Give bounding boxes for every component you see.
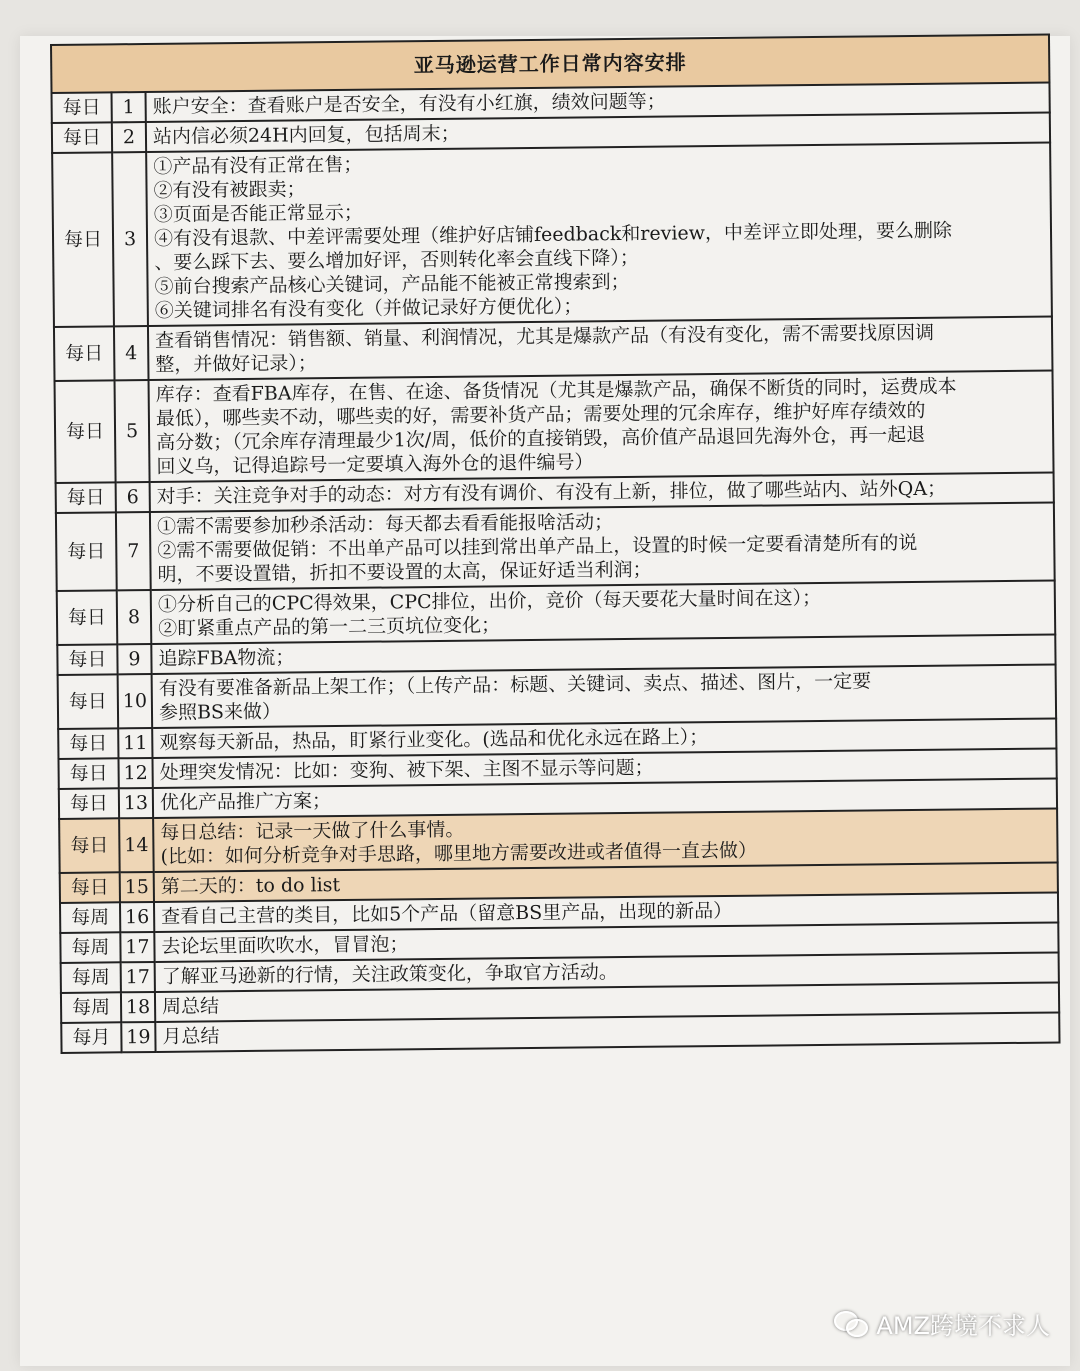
task-content-cell <box>150 503 1055 590</box>
frequency-cell: 每日 <box>59 818 120 873</box>
table-row <box>56 503 1055 591</box>
frequency-cell: 每日 <box>58 758 118 789</box>
task-line: 处理突发情况：比如：变狗、被下架、主图不显示等问题； <box>159 756 654 784</box>
wechat-icon <box>834 1311 868 1337</box>
task-content-cell <box>153 808 1058 871</box>
table-row <box>52 143 1052 327</box>
item-number-cell: 16 <box>120 902 154 932</box>
frequency-cell: 每日 <box>56 512 117 591</box>
task-line: 观察每天新品，热品，盯紧行业变化。(选品和优化永远在路上）； <box>159 726 709 754</box>
item-number-cell: 15 <box>120 872 154 902</box>
frequency-cell: 每周 <box>60 902 120 933</box>
item-number-cell: 17 <box>121 962 155 992</box>
item-number-cell: 4 <box>114 326 149 380</box>
item-number-cell: 8 <box>117 590 152 644</box>
item-number-cell: 2 <box>112 122 146 152</box>
frequency-cell: 每日 <box>58 728 118 759</box>
task-line: 对手：关注竞争对手的动态：对方有没有调价、有没有上新，排位，做了哪些站内、站外QA； <box>156 477 947 508</box>
item-number-cell: 12 <box>118 758 152 788</box>
task-line: 、要么踩下去、要么增加好评，否则转化率会直线下降）； <box>154 246 639 274</box>
task-line: ⑤前台搜索产品核心关键词，产品能不能被正常搜索到； <box>154 270 630 298</box>
task-line: 高分数；（冗余库存清理最少1次/周，低价的直接销毁，高价值产品退回先海外仓，再一起退 <box>156 423 926 454</box>
task-line: 库存：查看FBA库存，在售、在途、备货情况（尤其是爆款产品，确保不断货的同时，运费成本 <box>155 375 957 406</box>
task-line: ⑥关键词排名有没有变化（并做记录好方便优化）； <box>154 295 583 322</box>
task-content-cell <box>151 581 1056 644</box>
task-line: ②有没有被跟卖； <box>153 178 306 202</box>
task-line: 查看销售情况：销售额、销量、利润情况，尤其是爆款产品（有没有变化，需不需要找原因调 <box>154 321 935 352</box>
watermark <box>834 1306 1050 1341</box>
item-number-cell: 10 <box>118 674 153 728</box>
frequency-cell: 每日 <box>57 644 117 675</box>
task-line: 优化产品推广方案； <box>159 790 332 814</box>
task-line: 明，不要设置错，折扣不要设置的太高，保证好适当利润； <box>157 558 652 586</box>
item-number-cell: 18 <box>121 992 155 1022</box>
schedule-table-wrapper <box>50 34 1061 1054</box>
schedule-table <box>50 34 1061 1054</box>
task-line: 追踪FBA物流； <box>158 646 295 670</box>
task-line: 最低），哪些卖不动，哪些卖的好，需要补货产品；需要处理的冗余库存，维护好库存绩效的 <box>155 399 926 430</box>
item-number-cell: 5 <box>115 380 150 482</box>
frequency-cell: 每周 <box>61 992 121 1023</box>
item-number-cell: 14 <box>119 818 154 872</box>
item-number-cell: 9 <box>117 644 151 674</box>
task-line: (比如：如何分析竞争对手思路，哪里地方需要改进或者值得一直去做） <box>160 839 758 868</box>
task-line: 整，并做好记录）； <box>155 352 317 376</box>
task-line: ①需不需要参加秒杀活动：每天都去看看能报啥活动； <box>156 511 614 538</box>
task-line: 查看自己主营的类目，比如5个产品（留意BS里产品，出现的新品） <box>161 899 733 928</box>
task-line: 第二天的：to do list <box>160 874 341 898</box>
task-line: 月总结 <box>162 1025 220 1048</box>
frequency-cell: 每周 <box>61 962 121 993</box>
frequency-cell: 每日 <box>58 674 119 729</box>
task-content-cell <box>149 371 1054 482</box>
task-content-cell <box>146 143 1052 326</box>
task-line: ③页面是否能正常显示； <box>153 201 363 226</box>
frequency-cell: 每月 <box>61 1022 121 1053</box>
frequency-cell: 每日 <box>52 122 112 153</box>
frequency-cell: 每日 <box>54 326 115 381</box>
task-line: ②盯紧重点产品的第一二三页坑位变化； <box>158 614 501 640</box>
item-number-cell: 3 <box>112 152 148 326</box>
table-title: 亚马逊运营工作日常内容安排 <box>51 35 1049 93</box>
task-line: 每日总结：记录一天做了什么事情。 <box>160 818 465 844</box>
task-content-cell <box>148 317 1053 380</box>
task-line: 账户安全：查看账户是否安全，有没有小红旗，绩效问题等； <box>152 90 666 118</box>
task-line: ①产品有没有正常在售； <box>153 153 363 178</box>
item-number-cell: 1 <box>112 92 146 122</box>
frequency-cell: 每日 <box>57 590 118 645</box>
frequency-cell: 每日 <box>60 872 120 903</box>
frequency-cell: 每日 <box>56 482 116 513</box>
frequency-cell: 每周 <box>60 932 120 963</box>
frequency-cell: 每日 <box>59 788 119 819</box>
item-number-cell: 6 <box>116 482 150 512</box>
task-line: 周总结 <box>161 995 220 1018</box>
frequency-cell: 每日 <box>52 152 114 327</box>
task-line: ①分析自己的CPC得效果，CPC排位，出价，竞价（每天要花大量时间在这）； <box>157 586 822 616</box>
watermark-text: AMZ跨境不求人 <box>876 1312 1050 1340</box>
item-number-cell: 17 <box>120 932 154 962</box>
task-line: 回义乌，记得追踪号一定要填入海外仓的退件编号） <box>156 451 594 478</box>
table-row <box>55 371 1054 483</box>
frequency-cell: 每日 <box>52 92 112 123</box>
frequency-cell: 每日 <box>55 380 116 483</box>
task-line: 站内信必须24H内回复，包括周末； <box>152 122 460 148</box>
task-line: 了解亚马逊新的行情，关注政策变化，争取官方活动。 <box>161 961 618 988</box>
item-number-cell: 13 <box>119 788 153 818</box>
task-line: ④有没有退款、中差评需要处理（维护好店铺feedback和review，中差评立即处理，要么删除 <box>153 219 953 250</box>
task-content-cell <box>152 665 1057 728</box>
task-line: 去论坛里面吹吹水，冒冒泡； <box>161 933 409 958</box>
paper-sheet <box>20 36 1070 1366</box>
task-line: 参照BS来做） <box>158 700 282 724</box>
item-number-cell: 7 <box>116 512 151 590</box>
task-line: 有没有要准备新品上架工作；（上传产品：标题、关键词、卖点、描述、图片，一定要 <box>158 670 872 700</box>
item-number-cell: 19 <box>121 1022 155 1052</box>
item-number-cell: 11 <box>118 728 152 758</box>
task-line: ②需不需要做促销：不出单产品可以挂到常出单产品上，设置的时候一定要看清楚所有的说 <box>157 531 918 562</box>
